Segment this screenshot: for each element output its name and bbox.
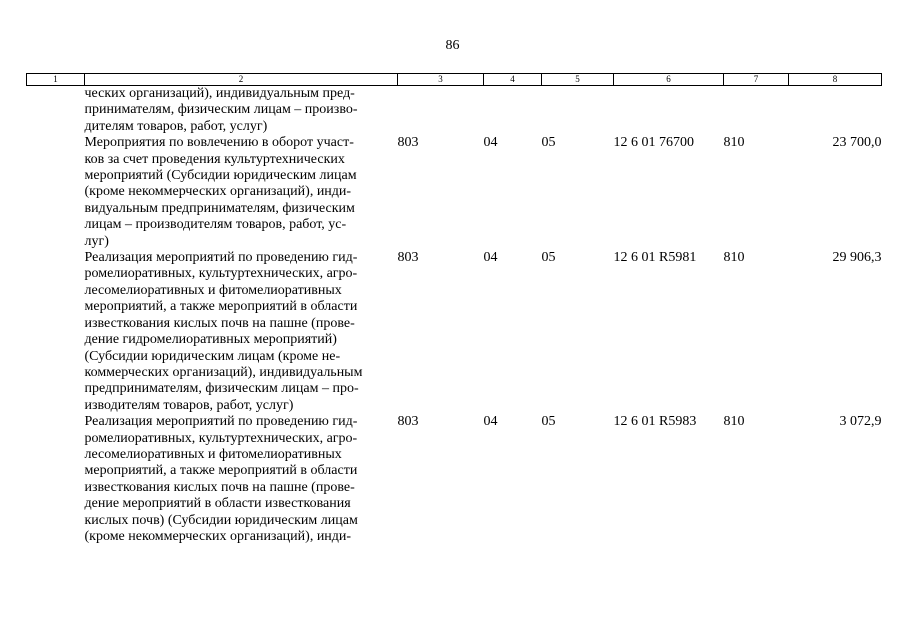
ministry-code: 803 (397, 414, 419, 430)
table-row (27, 250, 882, 414)
header-col-5: 5 (542, 74, 614, 86)
table-row (27, 86, 882, 136)
expense-name: Реализация мероприятий по проведению гид- ромелиоративных, культуртехнических, агро- лесомелиоративных и фитомелиоративных мероприятий, а также мероприятий в области известкования кислых почв на пашне (прове- дение мероприятий в области известкования кислых почв) (Субсидии юридическим лицам (кроме некоммерческих организаций), инди- (84, 414, 358, 544)
section-code: 04 (483, 135, 498, 151)
target-article-code: 12 6 01 R5981 (613, 250, 697, 266)
header-col-2: 2 (85, 74, 398, 86)
table-row (27, 414, 882, 545)
table-body (27, 86, 882, 546)
section-code: 04 (483, 414, 498, 430)
header-col-8: 8 (789, 74, 882, 86)
subsection-code: 05 (541, 414, 556, 430)
section-code (484, 86, 542, 136)
page-number: 86 (445, 38, 460, 53)
header-col-6: 6 (614, 74, 724, 86)
expense-name: Реализация мероприятий по проведению гид- ромелиоративных, культуртехнических, агро- лесомелиоративных и фитомелиоративных мероприятий, а также мероприятий в области известкования кислых почв на пашне (прове- дение гидромелиоративных мероприятий) (Субсидии юридическим лицам (кроме не- коммерческих организаций), индивидуальным предпринимателям, физическим лицам – про- изводителям товаров, работ, услуг) (84, 250, 363, 413)
amount: 23 700,0 (832, 135, 882, 151)
header-col-3: 3 (398, 74, 484, 86)
expense-type-code: 810 (723, 414, 745, 430)
expense-type-code: 810 (723, 135, 745, 151)
ministry-code: 803 (397, 250, 419, 266)
expense-type-code: 810 (723, 250, 745, 266)
expense-name: ческих организаций), индивидуальным пред- принимателям, физическим лицам – произво- дителям товаров, работ, услуг) (84, 86, 358, 134)
header-col-7: 7 (724, 74, 789, 86)
amount: 29 906,3 (832, 250, 882, 266)
target-article-code (614, 86, 724, 136)
subsection-code (542, 86, 614, 136)
expense-type-code (724, 86, 789, 136)
ministry-code: 803 (397, 135, 419, 151)
budget-table (26, 73, 882, 545)
amount: 3 072,9 (839, 414, 882, 430)
amount (789, 86, 882, 136)
header-col-1: 1 (27, 74, 85, 86)
section-code: 04 (483, 250, 498, 266)
expense-name: Мероприятия по вовлечению в оборот участ- ков за счет проведения культуртехнических мероприятий (Субсидии юридическим лицам (кроме некоммерческих организаций), инди- видуальным предпринимателям, физическим лицам – производителям товаров, работ, ус- луг) (84, 135, 357, 249)
table-header (27, 74, 882, 86)
target-article-code: 12 6 01 R5983 (613, 414, 697, 430)
header-row (27, 74, 882, 86)
subsection-code: 05 (541, 135, 556, 151)
header-col-4: 4 (484, 74, 542, 86)
target-article-code: 12 6 01 76700 (613, 135, 694, 151)
table-row (27, 135, 882, 250)
subsection-code: 05 (541, 250, 556, 266)
ministry-code (398, 86, 484, 136)
